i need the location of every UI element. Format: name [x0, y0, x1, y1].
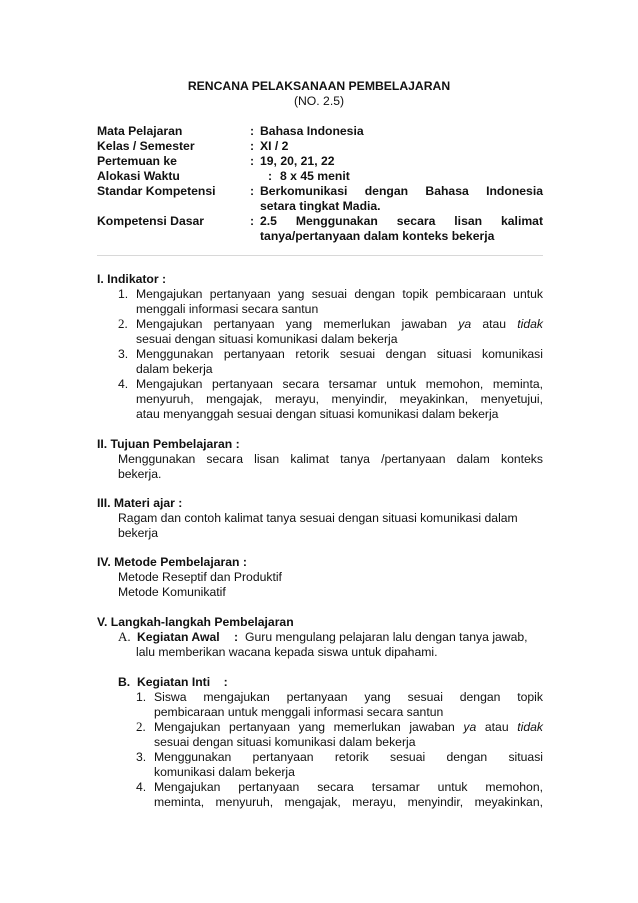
indikator-1-line1: Mengajukan pertanyaan yang sesuai dengan topik pembicaraan untuk: [136, 287, 543, 301]
indikator-4-line2: menyuruh, mengajak, merayu, menyindir, meyakinkan, menyetujui,: [136, 392, 543, 406]
mapel-colon: :: [250, 124, 255, 138]
inti-1-line2: pembicaraan untuk menggali informasi secara santun: [154, 705, 444, 719]
indikator-4-line1: Mengajukan pertanyaan secara tersamar untuk memohon, meminta,: [136, 377, 543, 391]
title-text: RENCANA PELAKSANAAN PEMBELAJARAN: [187, 79, 451, 93]
inti-2-ya: ya: [463, 720, 477, 734]
materi-line2: bekerja: [118, 526, 158, 540]
indikator-3-line1: Menggunakan pertanyaan retorik sesuai dengan situasi komunikasi: [136, 347, 543, 361]
metode-item-1: Metode Reseptif dan Produktif: [118, 570, 282, 584]
materi-line1: Ragam dan contoh kalimat tanya sesuai dengan situasi komunikasi dalam: [118, 511, 518, 525]
inti-2-text: Mengajukan pertanyaan yang memerlukan jawaban: [154, 720, 455, 734]
indikator-2-line2: sesuai dengan situasi komunikasi dalam bekerja: [136, 332, 398, 346]
sk-value-line1: Berkomunikasi dengan Bahasa Indonesia: [260, 184, 543, 198]
kelas-colon: :: [250, 139, 255, 153]
inti-2-tidak: tidak: [517, 720, 543, 734]
metode-item-2: Metode Komunikatif: [118, 585, 226, 599]
sk-value-line2: setara tingkat Madia.: [260, 199, 381, 213]
materi-heading: III. Materi ajar :: [97, 496, 183, 510]
kegiatan-inti-label: B. Kegiatan Inti :: [118, 675, 228, 689]
indikator-2-text: Mengajukan pertanyaan yang memerlukan jawaban: [136, 317, 448, 331]
metode-heading: IV. Metode Pembelajaran :: [97, 555, 247, 569]
document-title: [0, 79, 638, 93]
inti-1-number: 1.: [136, 690, 147, 704]
indikator-2-ya: ya: [458, 317, 472, 331]
indikator-4-number: 4.: [118, 377, 129, 391]
indikator-4-line3: atau menyanggah sesuai dengan situasi komunikasi dalam bekerja: [136, 407, 499, 421]
langkah-heading: V. Langkah-langkah Pembelajaran: [97, 615, 294, 629]
inti-1-line1: Siswa mengajukan pertanyaan yang sesuai dengan topik: [154, 690, 543, 704]
indikator-3-line2: dalam bekerja: [136, 362, 213, 376]
pertemuan-value: 19, 20, 21, 22: [260, 154, 335, 168]
pertemuan-label: Pertemuan ke: [97, 154, 177, 168]
inti-3-line2: komunikasi dalam bekerja: [154, 765, 295, 779]
kegiatan-awal-letter: A.: [118, 629, 131, 644]
kd-colon: :: [250, 214, 255, 228]
inti-2-line2: sesuai dengan situasi komunikasi dalam bekerja: [154, 735, 416, 749]
document-number: [0, 94, 638, 108]
mapel-label: Mata Pelajaran: [97, 124, 183, 138]
kegiatan-awal-line2: lalu memberikan wacana kepada siswa untuk dipahami.: [136, 645, 438, 659]
kelas-value: XI / 2: [260, 139, 289, 153]
indikator-1-number: 1.: [118, 287, 129, 301]
indikator-heading: I. Indikator :: [97, 272, 167, 286]
inti-2-atau: atau: [484, 720, 509, 734]
indikator-2-number: 2.: [118, 316, 128, 331]
inti-4-line1: Mengajukan pertanyaan secara tersamar untuk memohon,: [154, 780, 543, 794]
inti-2-line1: [154, 720, 543, 734]
kd-value-line1: 2.5 Menggunakan secara lisan kalimat: [260, 214, 543, 228]
pertemuan-colon: :: [250, 154, 255, 168]
sk-label: Standar Kompetensi: [97, 184, 216, 198]
kd-value-line2: tanya/pertanyaan dalam konteks bekerja: [260, 229, 495, 243]
indikator-2-atau: atau: [482, 317, 507, 331]
alokasi-colon: :: [268, 169, 273, 183]
indikator-2-line1: [136, 317, 543, 331]
kegiatan-awal-colon: :: [234, 630, 239, 644]
tujuan-line2: bekerja.: [118, 467, 162, 481]
tujuan-line1: Menggunakan secara lisan kalimat tanya /pertanyaan dalam konteks: [118, 452, 543, 466]
inti-4-number: 4.: [136, 780, 147, 794]
alokasi-label: Alokasi Waktu: [97, 169, 180, 183]
inti-3-number: 3.: [136, 750, 147, 764]
inti-2-number: 2.: [136, 719, 146, 734]
indikator-3-number: 3.: [118, 347, 129, 361]
indikator-1-line2: menggali informasi secara santun: [136, 302, 319, 316]
mapel-value: Bahasa Indonesia: [260, 124, 364, 138]
indikator-2-tidak: tidak: [517, 317, 544, 331]
kegiatan-awal-label: Kegiatan Awal: [137, 630, 220, 644]
inti-4-line2: meminta, menyuruh, mengajak, merayu, menyindir, meyakinkan,: [154, 795, 543, 809]
kd-label: Kompetensi Dasar: [97, 214, 205, 228]
inti-3-line1: Menggunakan pertanyaan retorik sesuai dengan situasi: [154, 750, 543, 764]
number-text: (NO. 2.5): [293, 94, 345, 108]
sk-colon: :: [250, 184, 255, 198]
kegiatan-awal-line1: Guru mengulang pelajaran lalu dengan tanya jawab,: [245, 630, 528, 644]
alokasi-value: 8 x 45 menit: [280, 169, 350, 183]
section-divider: [97, 255, 543, 256]
tujuan-heading: II. Tujuan Pembelajaran :: [97, 437, 240, 451]
kelas-label: Kelas / Semester: [97, 139, 195, 153]
